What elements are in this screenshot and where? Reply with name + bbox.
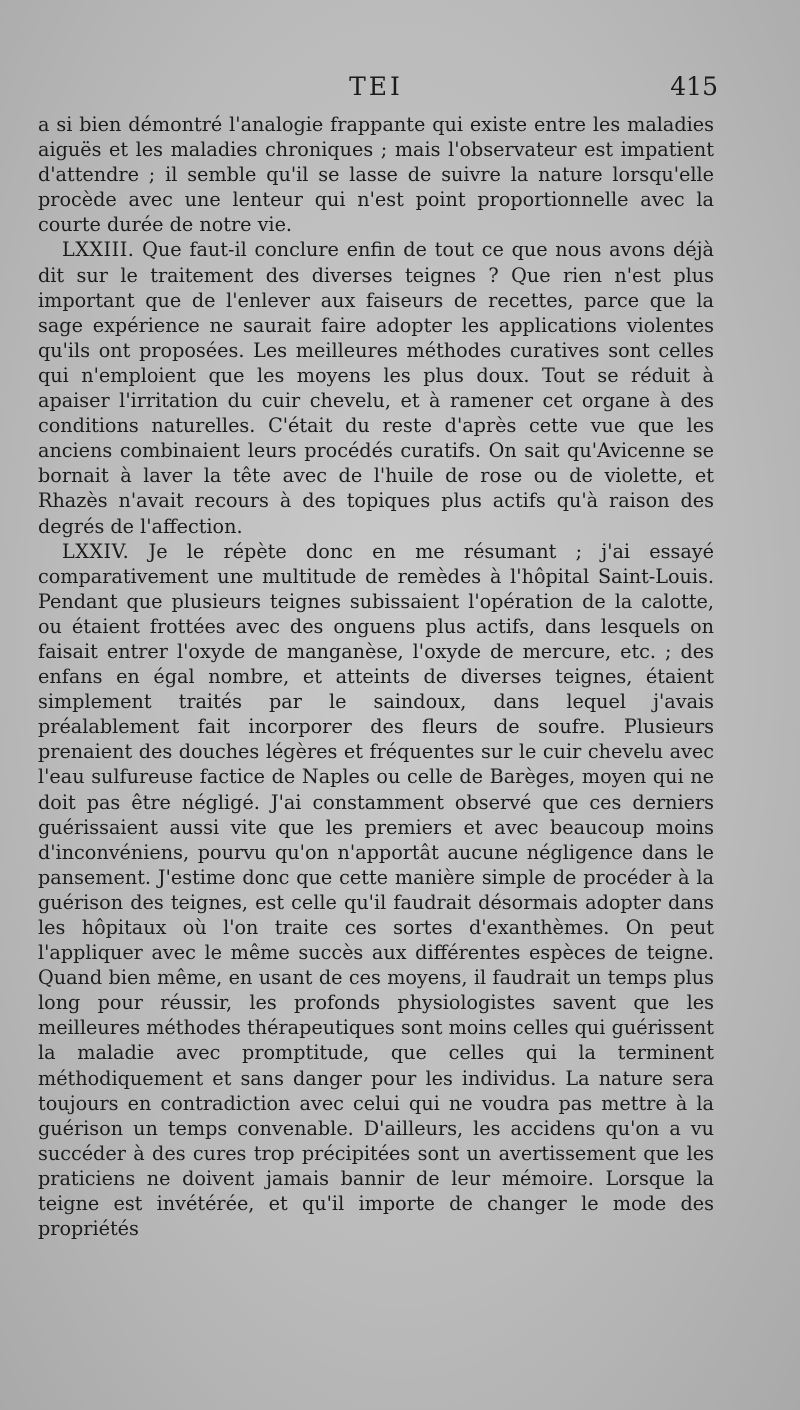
section-number: LXXIII. — [62, 238, 135, 262]
paragraph-text: a si bien démontré l'analogie frappante qui existe entre les maladies aiguës et les maladies chroniques ; mais l'observateur est impatient d'attendre ; il semble qu'il se lasse de suivre la nature lorsqu'elle procède avec une lenteur qui n'est point proportionnelle avec la courte durée de notre vie. — [38, 113, 714, 237]
book-page — [38, 72, 718, 1241]
running-head-title: TEI — [349, 72, 403, 101]
paragraph-lxxiv — [38, 539, 714, 1242]
paragraph-text: Je le répète donc en me résumant ; j'ai essayé comparativement une multitude de remèdes à l'hôpital Saint-Louis. Pendant que plusieurs teignes subissaient l'opération de la calotte, ou étaient frottées avec des onguens plus actifs, dans lesquels on faisait entrer l'oxyde de manganèse, l'oxyde de mercure, etc. ; des enfans en égal nombre, et atteints de diverses teignes, étaient simplement traités par le saindoux, dans lequel j'avais préalablement fait incorporer des fleurs de soufre. Plusieurs prenaient des douches légères et fréquentes sur le cuir chevelu avec l'eau sulfureuse factice de Naples ou celle de Barèges, moyen qui ne doit pas être négligé. J'ai constamment observé que ces derniers guérissaient aussi vite que les premiers et avec beaucoup moins d'inconvéniens, pourvu qu'on n'apportât aucune négligence dans le pansement. J'estime donc que cette manière simple de procéder à la guérison des teignes, est celle qu'il faudrait désormais adopter dans les hôpitaux où l'on traite ces sortes d'exanthèmes. On peut l'appliquer avec le même succès aux différentes espèces de teigne. Quand bien même, en usant de ces moyens, il faudrait un temps plus long pour réussir, les profonds physiologistes savent que les meilleures méthodes thérapeutiques sont moins celles qui guérissent la maladie avec promptitude, que celles qui la terminent méthodiquement et sans danger pour les individus. La nature sera toujours en contradiction avec celui qui ne voudra pas mettre à la guérison un temps convenable. D'ailleurs, les accidens qu'on a vu succéder à des cures trop précipitées sont un avertissement que les praticiens ne doivent jamais bannir de leur mémoire. Lorsque la teigne est invétérée, et qu'il importe de changer le mode des propriétés — [38, 539, 714, 1241]
paragraph-continuation — [38, 112, 714, 237]
running-head — [38, 72, 718, 112]
section-number: LXXIV. — [62, 539, 130, 563]
page-number: 415 — [670, 72, 718, 101]
paragraph-text: Que faut-il conclure enfin de tout ce que nous avons déjà dit sur le traitement des diverses teignes ? Que rien n'est plus important que de l'enlever aux faiseurs de recettes, parce que la sage expérience ne saurait faire adopter les applications violentes qu'ils ont proposées. Les meilleures méthodes curatives sont celles qui n'emploient que les moyens les plus doux. Tout se réduit à apaiser l'irritation du cuir chevelu, et à ramener cet organe à des conditions naturelles. C'était du reste d'après cette vue que les anciens combinaient leurs procédés curatifs. On sait qu'Avicenne se bornait à laver la tête avec de l'huile de rose ou de violette, et Rhazès n'avait recours à des topiques plus actifs qu'à raison des degrés de l'affection. — [38, 238, 714, 538]
paragraph-lxxiii — [38, 237, 714, 538]
body-text — [38, 112, 714, 1241]
